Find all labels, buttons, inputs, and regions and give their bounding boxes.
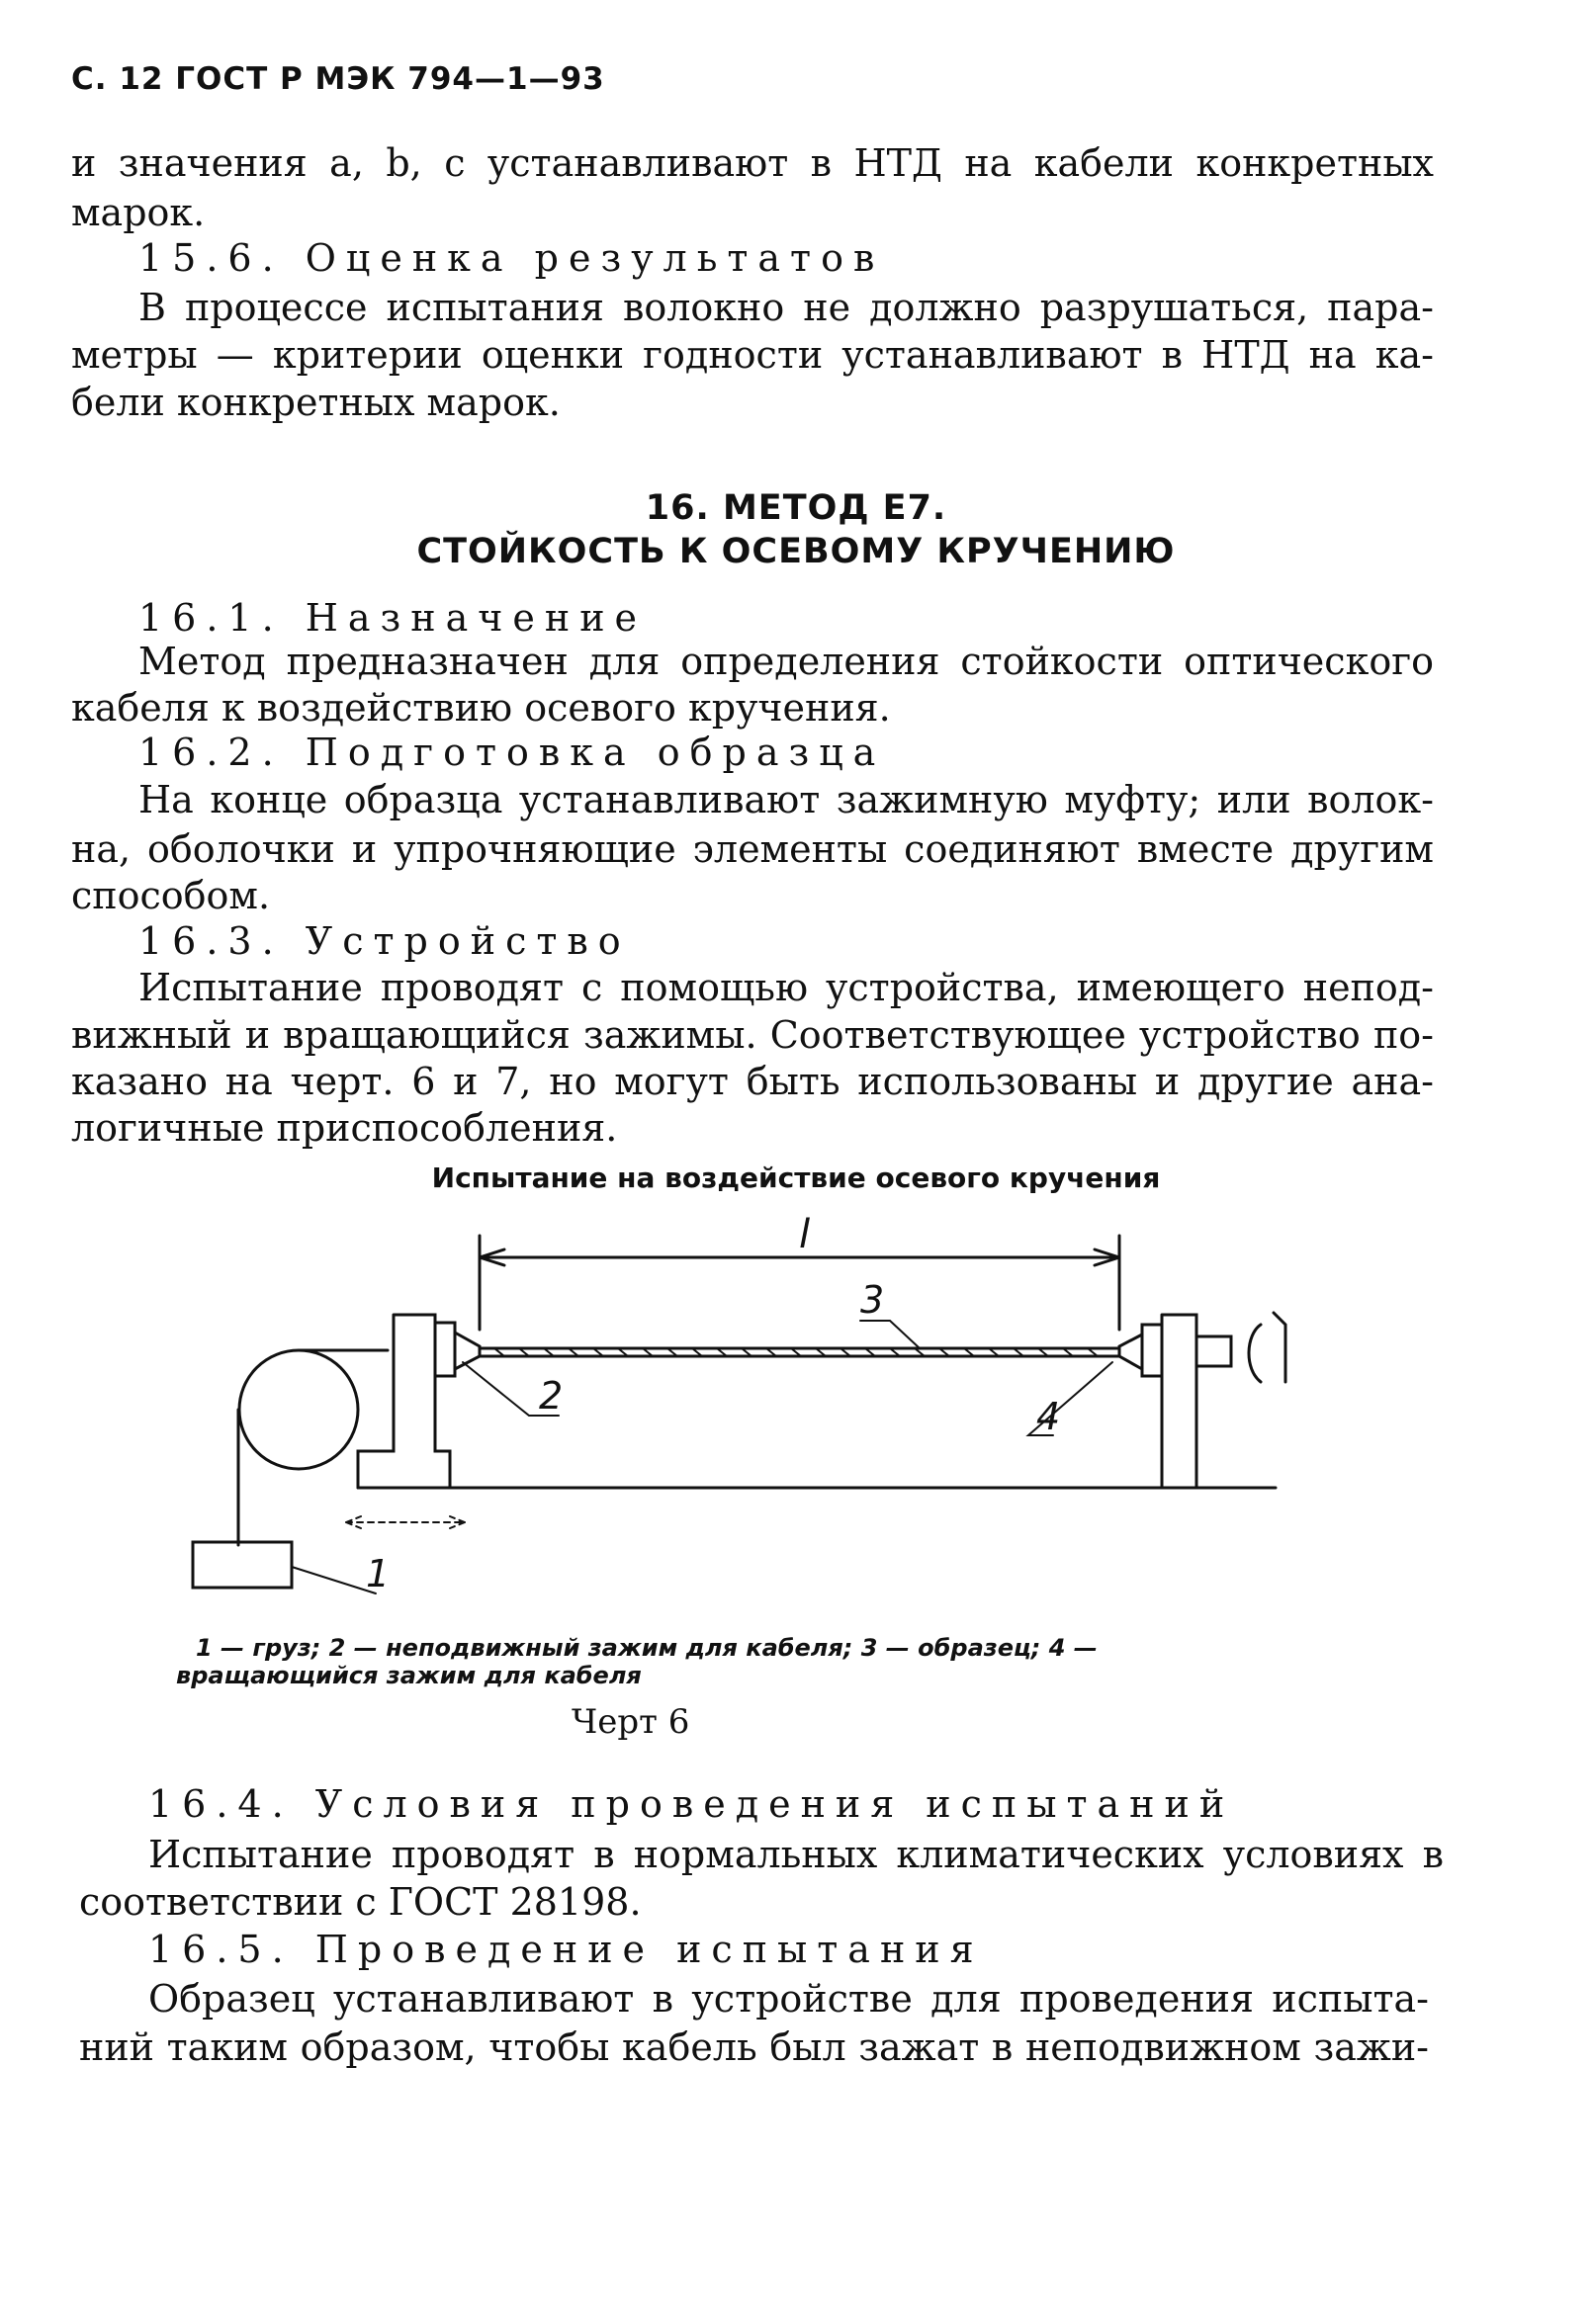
label-3: 3 — [860, 1278, 885, 1322]
rotation-arrowhead — [1274, 1313, 1285, 1382]
section-heading-15-6: 15.6. Оценка результатов — [138, 236, 885, 280]
figure-caption: Черт 6 — [572, 1702, 690, 1742]
figure-title: Испытание на воздействие осевого кручения — [431, 1162, 1161, 1194]
left-clamp-housing — [435, 1323, 455, 1376]
movement-arrow — [346, 1516, 465, 1528]
paragraph-line: логичные приспособления. — [71, 1106, 618, 1150]
paragraph-line: кабеля к воздействию осевого кручения. — [71, 686, 891, 730]
paragraph-line: метры — критерии оценки годности устанавливают в НТД на ка- — [71, 333, 1434, 377]
paragraph-line: и значения a, b, c устанавливают в НТД на кабели конкретных — [71, 141, 1434, 185]
figure-legend-line: вращающийся зажим для кабеля — [176, 1662, 642, 1689]
paragraph-line: бели конкретных марок. — [71, 381, 561, 424]
section-heading-16-5: 16.5. Проведение испытания — [148, 1928, 984, 1971]
section-title: 16. МЕТОД Е7. — [645, 488, 947, 528]
paragraph-line: В процессе испытания волокно не должно разрушаться, пара- — [138, 286, 1434, 329]
paragraph-line: вижный и вращающийся зажимы. Соответствующее устройство по- — [71, 1013, 1434, 1057]
section-heading-16-2: 16.2. Подготовка образца — [138, 731, 886, 774]
right-clamp-stand — [1162, 1315, 1196, 1488]
section-subtitle: СТОЙКОСТЬ К ОСЕВОМУ КРУЧЕНИЮ — [416, 532, 1176, 571]
label-1: 1 — [366, 1552, 391, 1595]
section-heading-16-1: 16.1. Назначение — [138, 596, 648, 640]
shaft — [1196, 1336, 1231, 1366]
leader-3 — [860, 1321, 920, 1348]
section-heading-16-3: 16.3. Устройство — [138, 919, 631, 963]
paragraph-line: Испытание проводят в нормальных климатических условиях в — [148, 1833, 1444, 1876]
pulley — [239, 1350, 358, 1469]
section-heading-16-4: 16.4. Условия проведения испытаний — [148, 1782, 1235, 1826]
paragraph-line: На конце образца устанавливают зажимную муфту; или волок- — [138, 778, 1434, 821]
paragraph-line: марок. — [71, 191, 206, 234]
leader-1 — [292, 1567, 376, 1593]
right-cone-clamp — [1119, 1334, 1142, 1369]
paragraph-line: казано на черт. 6 и 7, но могут быть использованы и другие ана- — [71, 1060, 1434, 1103]
rotation-arrow — [1249, 1325, 1261, 1382]
weight — [193, 1542, 292, 1588]
paragraph-line: соответствии с ГОСТ 28198. — [79, 1880, 642, 1924]
paragraph-line: Образец устанавливают в устройстве для проведения испыта- — [148, 1977, 1429, 2021]
paragraph-line: Испытание проводят с помощью устройства, имеющего непод- — [138, 966, 1434, 1009]
paragraph-line: ний таким образом, чтобы кабель был зажат в неподвижном зажи- — [79, 2025, 1429, 2069]
torsion-test-diagram — [0, 1196, 1592, 1631]
figure-legend-line: 1 — груз; 2 — неподвижный зажим для кабеля; 3 — образец; 4 — — [196, 1634, 1098, 1662]
page-header: С. 12 ГОСТ Р МЭК 794—1—93 — [71, 61, 605, 97]
paragraph-line: способом. — [71, 874, 271, 917]
paragraph-line: Метод предназначен для определения стойкости оптического — [138, 640, 1434, 683]
label-4: 4 — [1036, 1395, 1061, 1438]
right-clamp-housing — [1142, 1325, 1162, 1376]
left-cone-clamp — [455, 1333, 480, 1369]
label-length: l — [799, 1212, 811, 1257]
label-2: 2 — [539, 1374, 564, 1418]
left-clamp-stand — [358, 1315, 450, 1488]
paragraph-line: на, оболочки и упрочняющие элементы соединяют вместе другим — [71, 827, 1434, 871]
